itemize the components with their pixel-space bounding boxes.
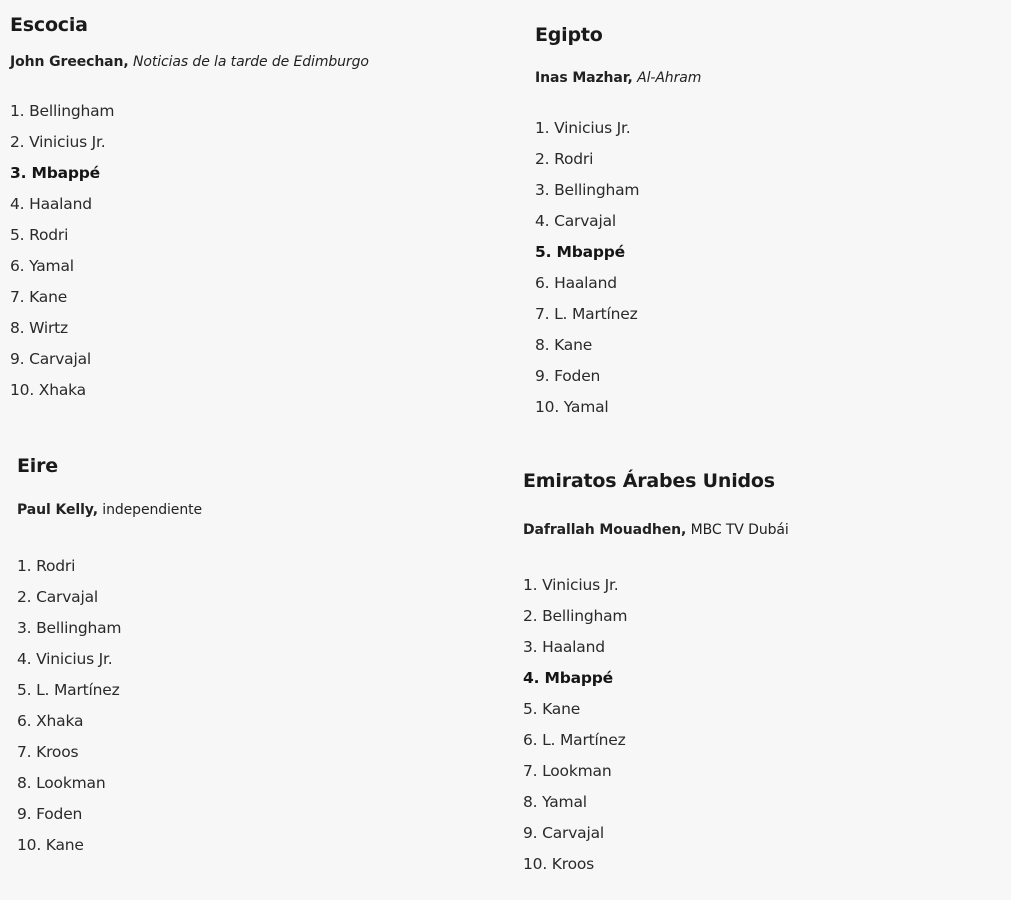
ranking-item: 9. Carvajal	[10, 350, 91, 368]
journalist-name: Dafrallah Mouadhen,	[523, 522, 687, 538]
ranking-item: 8. Yamal	[523, 793, 587, 811]
section-escocia	[10, 14, 490, 406]
ranking-item: 1. Rodri	[17, 557, 76, 575]
ranking-item: 8. Wirtz	[10, 319, 68, 337]
journalist-name: Inas Mazhar,	[535, 70, 633, 86]
section-emiratos-arabes-unidos	[523, 470, 1003, 880]
ranking-list	[535, 113, 1005, 423]
ranking-item: 9. Foden	[535, 367, 601, 385]
journalist-name: Paul Kelly,	[17, 502, 98, 518]
ranking-item: 1. Vinicius Jr.	[523, 576, 619, 594]
ranking-item: 2. Vinicius Jr.	[10, 133, 106, 151]
outlet-name: MBC TV Dubái	[690, 522, 789, 538]
ranking-list	[10, 96, 490, 406]
ranking-item: 2. Bellingham	[523, 607, 628, 625]
ranking-item: 7. Lookman	[523, 762, 612, 780]
ranking-item: 4. Vinicius Jr.	[17, 650, 113, 668]
ranking-item: 6. Xhaka	[17, 712, 84, 730]
ranking-item: 2. Carvajal	[17, 588, 98, 606]
ranking-item: 6. Haaland	[535, 274, 617, 292]
ranking-item: 2. Rodri	[535, 150, 594, 168]
ranking-item: 4. Mbappé	[523, 669, 613, 687]
ranking-item: 5. Rodri	[10, 226, 69, 244]
byline	[17, 502, 497, 518]
section-eire	[17, 455, 497, 861]
journalist-name: John Greechan,	[10, 54, 129, 70]
outlet-name: independiente	[102, 502, 202, 518]
ranking-item: 3. Mbappé	[10, 164, 100, 182]
byline	[10, 54, 490, 70]
country-heading: Escocia	[10, 14, 88, 36]
ranking-item: 5. Mbappé	[535, 243, 625, 261]
ranking-list	[17, 551, 497, 861]
ranking-item: 8. Kane	[535, 336, 593, 354]
country-heading: Eire	[17, 455, 58, 477]
ranking-item: 1. Vinicius Jr.	[535, 119, 631, 137]
ranking-item: 9. Foden	[17, 805, 83, 823]
ranking-item: 8. Lookman	[17, 774, 106, 792]
ranking-item: 7. Kroos	[17, 743, 79, 761]
ranking-item: 4. Haaland	[10, 195, 92, 213]
ranking-item: 5. L. Martínez	[17, 681, 120, 699]
outlet-name: Noticias de la tarde de Edimburgo	[132, 54, 369, 70]
ranking-item: 5. Kane	[523, 700, 581, 718]
ranking-item: 10. Xhaka	[10, 381, 86, 399]
ranking-item: 7. Kane	[10, 288, 68, 306]
ranking-item: 6. L. Martínez	[523, 731, 626, 749]
ranking-item: 7. L. Martínez	[535, 305, 638, 323]
country-heading: Emiratos Árabes Unidos	[523, 470, 775, 492]
ranking-item: 10. Kroos	[523, 855, 595, 873]
outlet-name: Al-Ahram	[637, 70, 702, 86]
ranking-item: 4. Carvajal	[535, 212, 616, 230]
ranking-item: 3. Bellingham	[535, 181, 640, 199]
ranking-list	[523, 570, 1003, 880]
ranking-item: 6. Yamal	[10, 257, 74, 275]
ranking-item: 1. Bellingham	[10, 102, 115, 120]
ranking-item: 9. Carvajal	[523, 824, 604, 842]
ranking-item: 3. Haaland	[523, 638, 605, 656]
byline	[535, 70, 1005, 86]
ranking-item: 10. Kane	[17, 836, 84, 854]
ranking-item: 3. Bellingham	[17, 619, 122, 637]
ranking-item: 10. Yamal	[535, 398, 609, 416]
country-heading: Egipto	[535, 24, 603, 46]
byline	[523, 522, 1003, 538]
section-egipto	[535, 24, 1005, 423]
